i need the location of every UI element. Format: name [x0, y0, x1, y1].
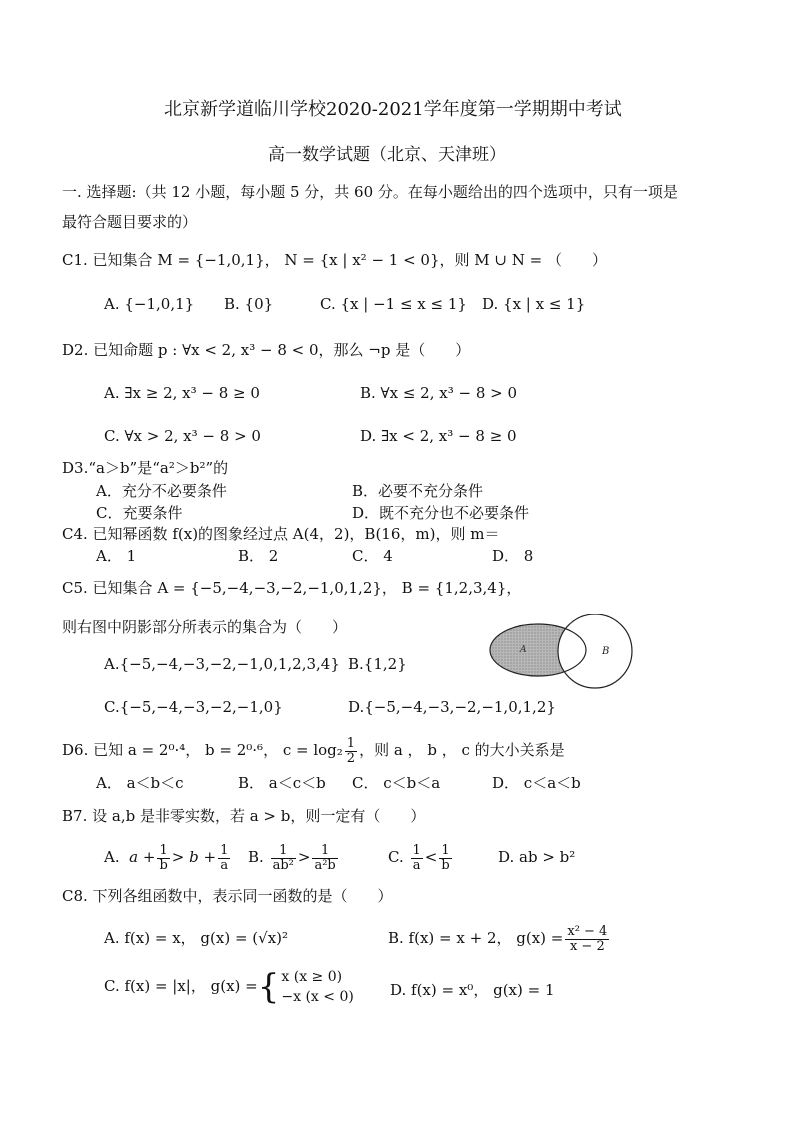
exam-subtitle: 高一数学试题（北京、天津班）	[268, 145, 506, 165]
section-instructions-line2: 最符合题目要求的）	[62, 213, 198, 231]
exam-title: 北京新学道临川学校2020-2021学年度第一学期期中考试	[164, 99, 622, 120]
q7-option-a: A. a + $\frac{1}{b}$ > b + $\frac{1}{a}$	[104, 842, 229, 873]
q4-option-c: C． 4	[352, 547, 393, 565]
q4-option-d: D． 8	[492, 547, 534, 565]
q2-option-a: A. ∃x ≥ 2, x³ − 8 ≥ 0	[104, 384, 260, 402]
q8-option-c: C. f(x) = |x|， g(x) ={ x (x ≥ 0) −x (x < 0)	[104, 967, 354, 1007]
q5-stem: C5. 已知集合 A = {−5,−4,−3,−2,−1,0,1,2}， B = {1,2,3,4}，	[62, 579, 522, 597]
q6-stem-pre: D6. 已知 a = 2⁰·⁴， b = 2⁰·⁶， c = log₂	[62, 741, 343, 759]
q3-option-d: D．既不充分也不必要条件	[352, 504, 530, 522]
q8-option-a: A. f(x) = x， g(x) = (√x)²	[104, 929, 289, 947]
q5-option-d: D.{−5,−4,−3,−2,−1,0,1,2}	[348, 698, 556, 716]
venn-label-b: B	[602, 646, 610, 657]
q5-option-a: A.{−5,−4,−3,−2,−1,0,1,2,3,4}	[104, 655, 340, 673]
q1-option-a: A. {−1,0,1}	[104, 295, 195, 313]
piecewise-brace: {	[257, 967, 280, 1007]
q5-venn-diagram	[486, 614, 638, 690]
q1-option-c: C. {x | −1 ≤ x ≤ 1}	[320, 295, 467, 313]
q5-option-c: C.{−5,−4,−3,−2,−1,0}	[104, 698, 283, 716]
venn-set-b-outline	[558, 614, 632, 688]
q3-option-b: B．必要不充分条件	[352, 482, 484, 500]
q6-option-d: D． c＜a＜b	[492, 774, 581, 792]
q7-option-b: B. $\frac{1}{\text{ab²}}$ > $\frac{1}{\text{a²b}}$	[248, 842, 336, 873]
q7-option-c: C. $\frac{1}{a}$ < $\frac{1}{b}$	[388, 842, 450, 873]
q6-option-b: B． a＜c＜b	[238, 774, 326, 792]
q1-stem: C1. 已知集合 M = {−1,0,1}， N = {x | x² − 1 < 0}，则 M ∪ N = （ ）	[62, 251, 607, 269]
q3-stem: D3.“a＞b”是“a²＞b²”的	[62, 459, 229, 477]
q2-stem: D2. 已知命题 p : ∀x < 2, x³ − 8 < 0，那么 ¬p 是（ ）	[62, 341, 471, 359]
q4-option-b: B． 2	[238, 547, 279, 565]
q3-option-a: A．充分不必要条件	[96, 482, 227, 500]
q1-option-d: D. {x | x ≤ 1}	[482, 295, 586, 313]
q8-option-b: B. f(x) = x + 2， g(x) = $\frac{\text{x² − 4}}{x - 2}$	[388, 923, 608, 954]
q7-option-d: D. ab > b²	[498, 848, 576, 866]
q3-option-c: C．充要条件	[96, 504, 183, 522]
q4-stem: C4. 已知幂函数 f(x)的图象经过点 A(4，2)，B(16，m)，则 m＝	[62, 525, 500, 543]
section-instructions-line1: 一. 选择题:（共 12 小题，每小题 5 分，共 60 分。在每小题给出的四个选项中，只有一项是	[62, 183, 678, 201]
q6-option-a: A． a＜b＜c	[96, 774, 184, 792]
q5-option-b: B.{1,2}	[348, 655, 407, 673]
q8-option-d: D. f(x) = x⁰， g(x) = 1	[390, 981, 555, 999]
q5-stem-line2: 则右图中阴影部分所表示的集合为（ ）	[62, 618, 348, 636]
q6-stem-post: ，则 a ， b ， c 的大小关系是	[359, 741, 565, 759]
venn-label-a: A	[520, 645, 527, 655]
q6-option-c: C． c＜b＜a	[352, 774, 441, 792]
q8-stem: C8. 下列各组函数中，表示同一函数的是（ ）	[62, 887, 393, 905]
q7-stem: B7. 设 a,b 是非零实数，若 a > b，则一定有（ ）	[62, 807, 426, 825]
q4-option-a: A． 1	[96, 547, 137, 565]
q2-option-c: C. ∀x > 2, x³ − 8 > 0	[104, 427, 261, 445]
q6-frac-num: 1	[346, 735, 356, 751]
q6-frac-den: 2	[346, 750, 356, 766]
q1-option-b: B. {0}	[224, 295, 274, 313]
q2-option-d: D. ∃x < 2, x³ − 8 ≥ 0	[360, 427, 517, 445]
q6-fraction	[345, 737, 357, 766]
q6-stem	[62, 736, 565, 766]
q2-option-b: B. ∀x ≤ 2, x³ − 8 > 0	[360, 384, 518, 402]
